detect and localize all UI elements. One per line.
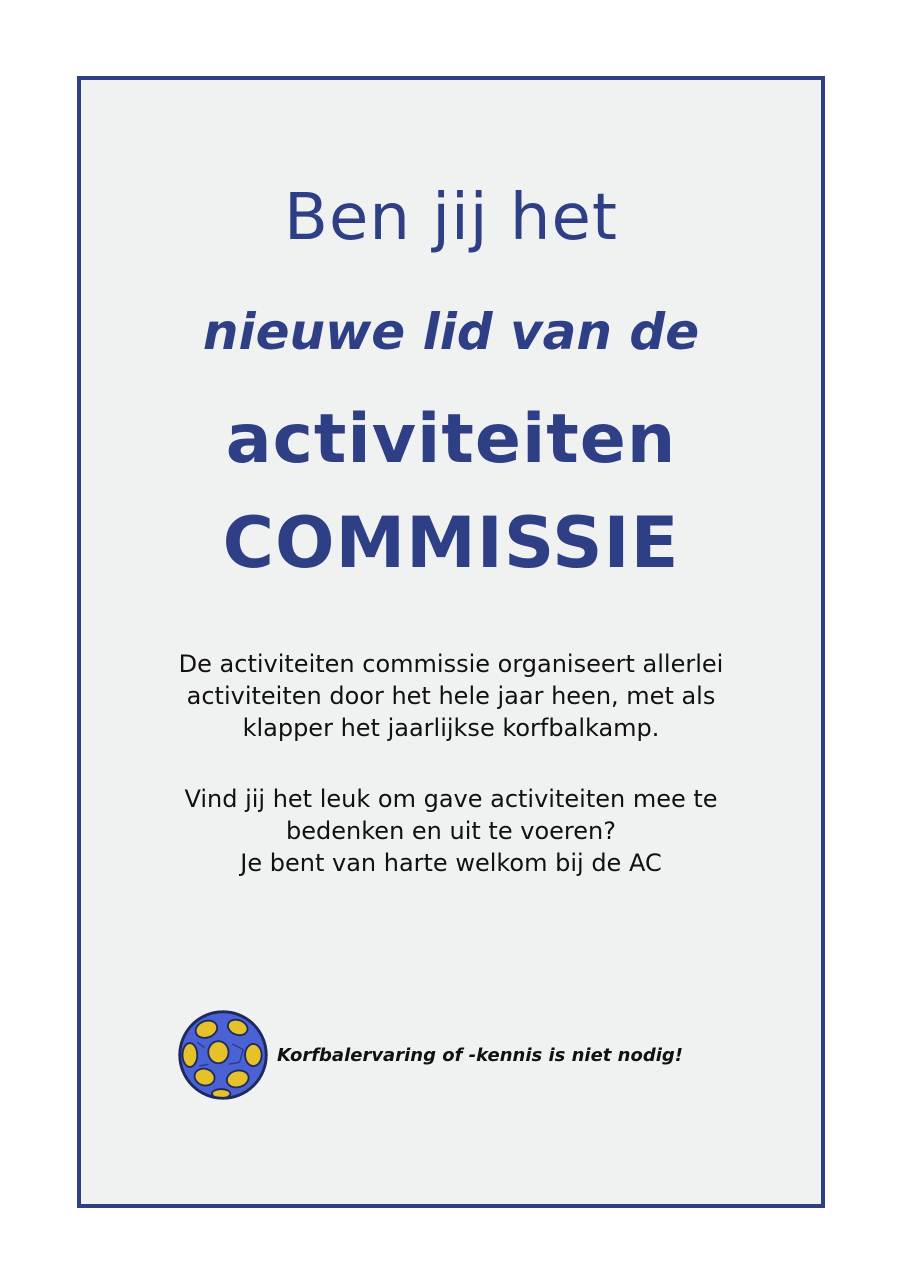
heading-line-2: nieuwe lid van de	[202, 303, 700, 361]
invite-line: Je bent van harte welkom bij de AC	[240, 849, 662, 877]
footer-note: Korfbalervaring of -kennis is niet nodig!	[277, 1044, 684, 1066]
intro-line: De activiteiten commissie organiseert allerlei	[178, 650, 724, 678]
intro-line: klapper het jaarlijkse korfbalkamp.	[242, 714, 660, 742]
invite-line: Vind jij het leuk om gave activiteiten mee te	[184, 785, 718, 813]
heading-line-4: COMMISSIE	[222, 502, 680, 584]
intro-paragraph	[101, 648, 801, 744]
footer-note-row	[177, 1008, 683, 1102]
poster-frame	[77, 76, 825, 1208]
intro-line: activiteiten door het hele jaar heen, met als	[186, 682, 716, 710]
invite-paragraph	[101, 783, 801, 879]
heading-line-1: Ben jij het	[284, 181, 618, 255]
korfball-icon	[177, 1009, 269, 1101]
invite-line: bedenken en uit te voeren?	[286, 817, 616, 845]
heading-line-3: activiteiten	[225, 400, 677, 479]
